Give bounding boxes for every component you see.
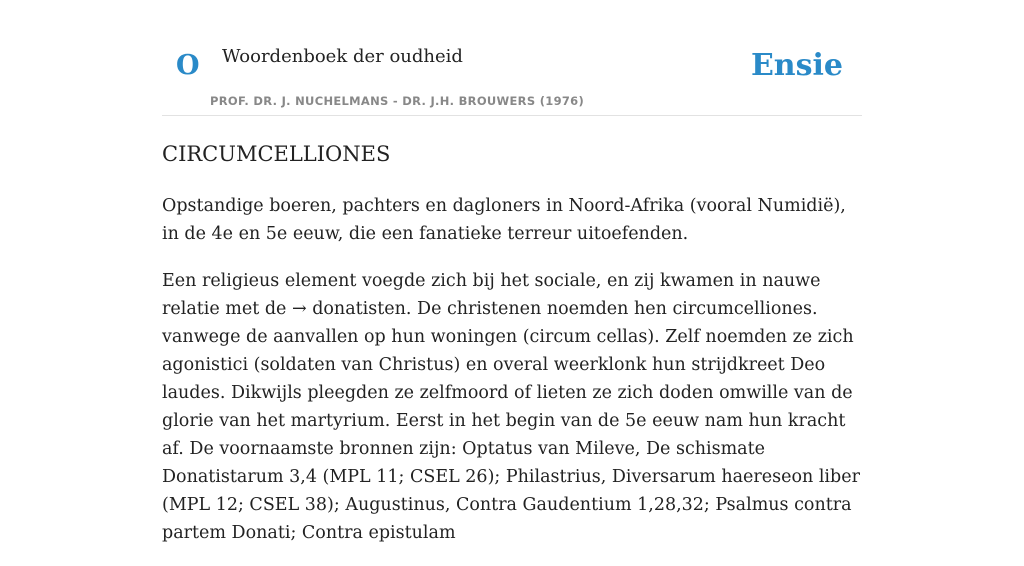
book-authors: PROF. DR. J. NUCHELMANS - DR. J.H. BROUWERS (1976) [210,94,585,108]
entry-paragraph: Opstandige boeren, pachters en dagloners in Noord-Afrika (vooral Numidië), in de 4e en 5e eeuw, die een fanatieke terreur uitoefenden. [162,196,846,244]
entry-body [162,192,862,566]
entry-paragraph: Een religieus element voegde zich bij het sociale, en zij kwamen in nauwe relatie met de → donatisten. De christenen noemden hen circumcelliones. vanwege de aanvallen op hun woningen (circum cellas). Zelf noemden ze zich agonistici (soldaten van Christus) en overal weerklonk hun strijdkreet Deo laudes. Dikwijls pleegden ze zelfmoord of lieten ze zich doden omwille van de glorie van het martyrium. Eerst in het begin van de 5e eeuw nam hun kracht af. De voornaamste bronnen zijn: Optatus van Mileve, De schismate Donatistarum 3,4 (MPL 11; CSEL 26); Philastrius, Diversarum haereseon liber (MPL 12; CSEL 38); Augustinus, Contra Gaudentium 1,28,32; Psalmus contra partem Donati; Contra epistulam [162,271,860,543]
book-title[interactable]: Woordenboek der oudheid [222,46,463,67]
letter-index[interactable]: O [176,50,200,81]
dictionary-header [162,0,862,116]
page [162,0,862,543]
entry-title: CIRCUMCELLIONES [162,142,391,166]
brand-logo[interactable]: Ensie [750,48,843,83]
